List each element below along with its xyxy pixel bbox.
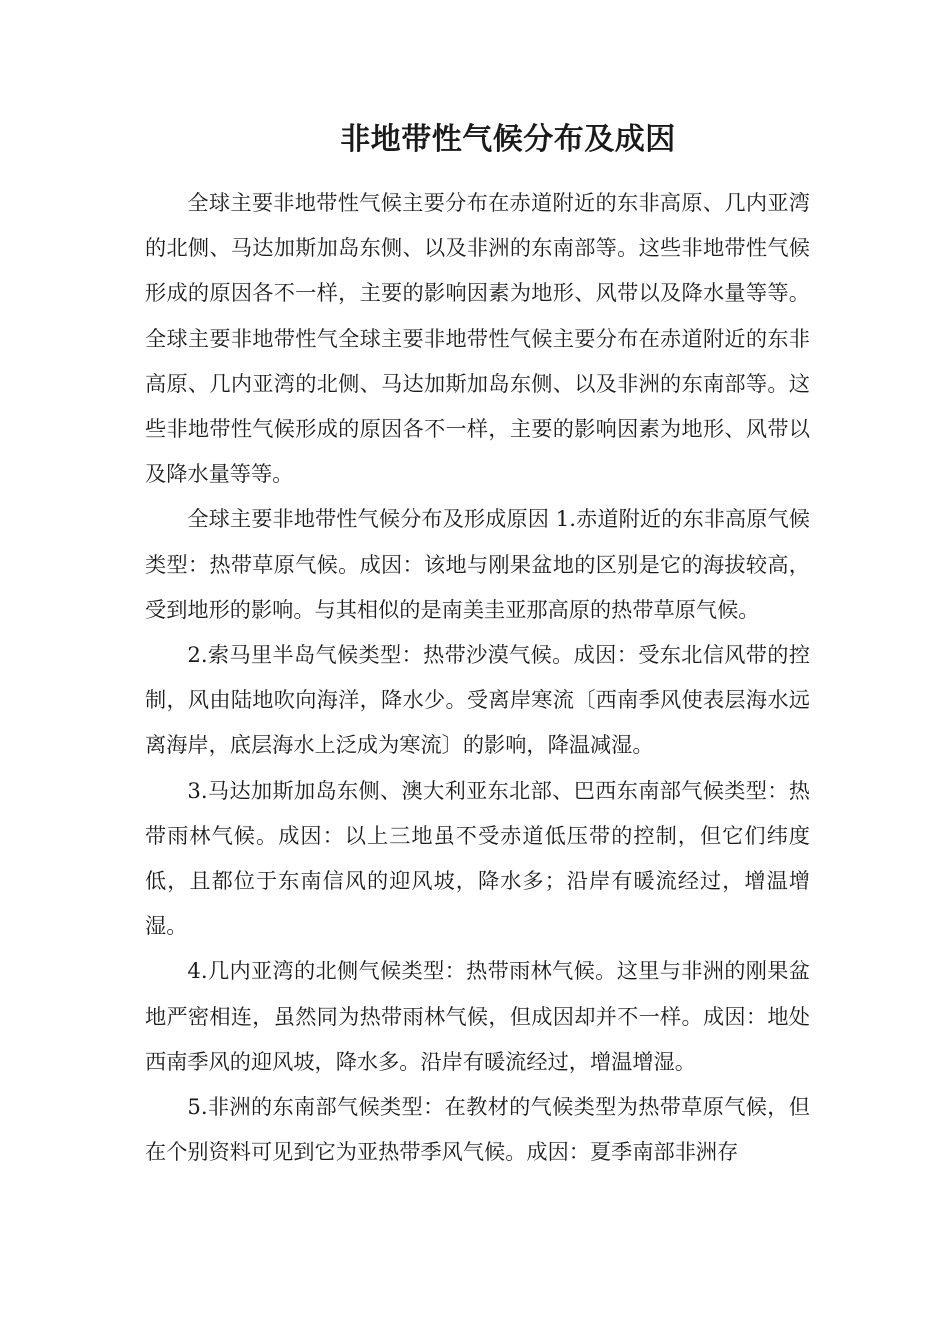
document-title: 非地带性气候分布及成因 (340, 122, 676, 157)
document-body (145, 180, 810, 1174)
paragraph-3: 2.索马里半岛气候类型：热带沙漠气候。成因：受东北信风带的控制，风由陆地吹向海洋，降水少。受离岸寒流〔西南季风使表层海水远离海岸，底层海水上泛成为寒流〕的影响，降温减湿。 (145, 642, 810, 758)
paragraph-4: 3.马达加斯加岛东侧、澳大利亚东北部、巴西东南部气候类型：热带雨林气候。成因：以上三地虽不受赤道低压带的控制，但它们纬度低，且都位于东南信风的迎风坡，降水多；沿岸有暖流经过，增温增湿。 (145, 777, 810, 939)
paragraph-2: 全球主要非地带性气候分布及形成原因 1.赤道附近的东非高原气候类型：热带草原气候。成因：该地与刚果盆地的区别是它的海拔较高，受到地形的影响。与其相似的是南美圭亚那高原的热带草原气候。 (145, 506, 810, 622)
paragraph-6: 5.非洲的东南部气候类型：在教材的气候类型为热带草原气候，但在个别资料可见到它为亚热带季风气候。成因：夏季南部非洲存 (145, 1094, 810, 1165)
paragraph-1: 全球主要非地带性气候主要分布在赤道附近的东非高原、几内亚湾的北侧、马达加斯加岛东侧、以及非洲的东南部等。这些非地带性气候形成的原因各不一样，主要的影响因素为地形、风带以及降水量等等。全球主要非地带性气全球主要非地带性气候主要分布在赤道附近的东非高原、几内亚湾的北侧、马达加斯加岛东侧、以及非洲的东南部等。这些非地带性气候形成的原因各不一样，主要的影响因素为地形、风带以及降水量等等。 (145, 190, 810, 487)
paragraph-5: 4.几内亚湾的北侧气候类型：热带雨林气候。这里与非洲的刚果盆地严密相连，虽然同为热带雨林气候，但成因却并不一样。成因：地处西南季风的迎风坡，降水多。沿岸有暖流经过，增温增湿。 (145, 958, 810, 1074)
